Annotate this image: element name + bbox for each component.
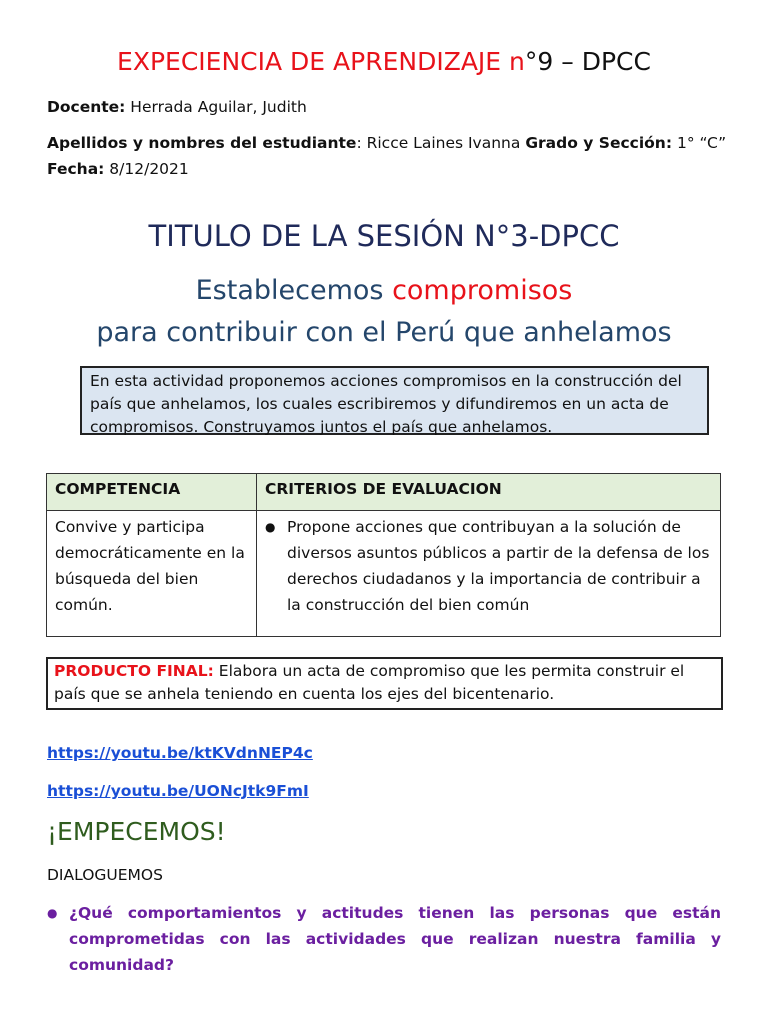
date-label: Fecha: <box>47 160 105 178</box>
criterio-cell <box>257 511 721 637</box>
question-item <box>47 900 721 978</box>
subtitle-part-2: para contribuir con el Perú que anhelamos <box>96 317 672 348</box>
teacher-name: Herrada Aguilar, Judith <box>125 98 307 116</box>
dialog-heading: DIALOGUEMOS <box>47 866 163 884</box>
teacher-line <box>47 94 727 120</box>
table-header-row <box>47 474 721 511</box>
session-title: TITULO DE LA SESIÓN N°3-DPCC <box>148 219 620 253</box>
subtitle-part-1: Establecemos <box>195 275 393 306</box>
table-row <box>47 511 721 637</box>
bullet-icon: ● <box>47 906 58 920</box>
grade-label: Grado y Sección: <box>525 134 673 152</box>
title-black-part: °9 – DPCC <box>524 47 651 76</box>
youtube-link-1[interactable]: https://youtu.be/ktKVdnNEP4c <box>47 744 313 762</box>
competency-table <box>46 473 721 637</box>
bullet-icon: ● <box>265 520 276 534</box>
student-info <box>47 130 727 182</box>
header-competencia: COMPETENCIA <box>47 474 257 511</box>
final-product-text: Elabora un acta de compromiso que les permita construir el país que se anhela teniendo en cuenta los ejes del bicentenario. <box>54 662 685 703</box>
intro-box: En esta actividad proponemos acciones compromisos en la construcción del país que anhelamos, los cuales escribiremos y difundiremos en un acta de compromisos. Construyamos juntos el país que anhelamos. <box>80 366 709 435</box>
subtitle-highlight: compromisos <box>392 275 573 306</box>
student-label: Apellidos y nombres del estudiante <box>47 134 357 152</box>
teacher-label: Docente: <box>47 98 126 116</box>
competencia-cell: Convive y participa democráticamente en la búsqueda del bien común. <box>47 511 257 637</box>
start-heading: ¡EMPECEMOS! <box>47 817 226 846</box>
criterio-bullet-item <box>265 514 712 618</box>
page-title <box>0 44 768 80</box>
title-red-part: EXPECIENCIA DE APRENDIZAJE n <box>117 47 525 76</box>
student-name: : Ricce Laines Ivanna <box>356 134 526 152</box>
final-product-label: PRODUCTO FINAL: <box>54 662 214 680</box>
youtube-link-2[interactable]: https://youtu.be/UONcJtk9FmI <box>47 782 309 800</box>
grade-value: 1° “C” <box>672 134 727 152</box>
question-text: ¿Qué comportamientos y actitudes tienen las personas que están comprometidas con las actividades que realizan nuestra familia y comunidad? <box>69 904 721 974</box>
session-subtitle <box>0 270 768 354</box>
date-value: 8/12/2021 <box>104 160 189 178</box>
header-criterios: CRITERIOS DE EVALUACION <box>257 474 721 511</box>
final-product-box <box>46 657 723 710</box>
criterio-text: Propone acciones que contribuyan a la solución de diversos asuntos públicos a partir de la defensa de los derechos ciudadanos y la importancia de contribuir a la construcción del bien común <box>287 518 710 614</box>
